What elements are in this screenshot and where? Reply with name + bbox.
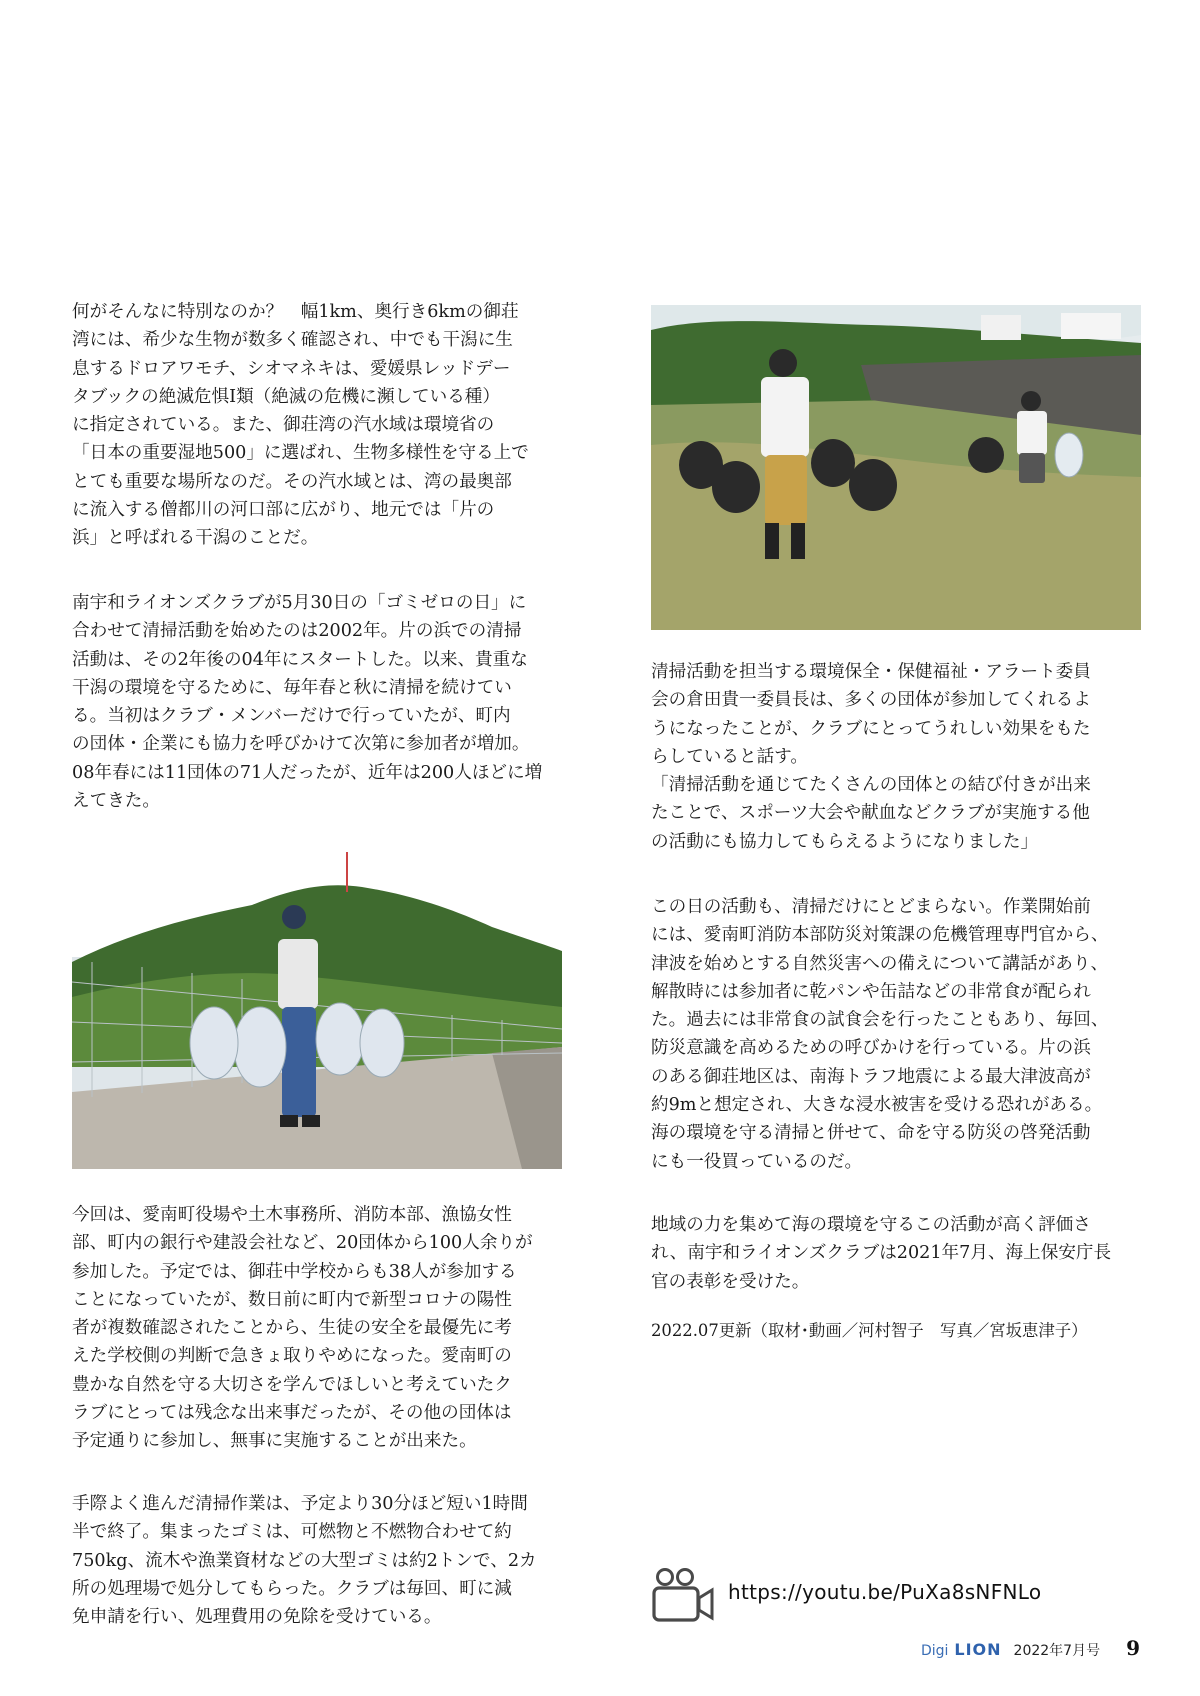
paragraph-disaster-prevention: この日の活動も、清掃だけにとどまらない。作業開始前 には、愛南町消防本部防災対策課の危機管理専門官から、 津波を始めとする自然災害への備えについて講話があり、 解散時には参加者に乾パンや缶詰などの非常食が配られ た。過去には非常食の試食会を行ったこともあり、毎回、 防災意識を高めるための呼びかけを行っている。片の浜 のある御荘地区は、南海トラフ地震による最大津波高が 約9mと想定され、大きな浸水被害を受ける恐れがある。 海の環境を守る清掃と併せて、命を守る防災の啓発活動 にも一役買っているのだ。 (651, 897, 1109, 1172)
photo-volunteer-carrying-bags-graphic (72, 847, 562, 1169)
paragraph-club-history: 南宇和ライオンズクラブが5月30日の「ゴミゼロの日」に 合わせて清掃活動を始めたのは2002年。片の浜での清掃 活動は、その2年後の04年にスタートした。以来、貴重な 干潟の環境を守るために、毎年春と秋に清掃を続けてい る。当初はクラブ・メンバーだけで行っていたが、町内 の団体・企業にも協力を呼びかけて次第に参加者が増加。 08年春には11団体の71人だったが、近年は200人ほどに増 えてきた。 (72, 593, 543, 812)
page-number: 9 (1126, 1636, 1140, 1660)
article-credit: 2022.07更新（取材･動画／河村智子 写真／宮坂恵津子） (651, 1321, 1088, 1340)
video-camera-icon (651, 1568, 715, 1622)
brand-digi: Digi (920, 1643, 949, 1659)
paragraph-participants: 今回は、愛南町役場や土木事務所、消防本部、漁協女性 部、町内の銀行や建設会社など、20団体から100人余りが 参加した。予定では、御荘中学校からも38人が参加する ことになっていたが、数日前に町内で新型コロナの陽性 者が複数確認されたことから、生徒の安全を最優先に考 えた学校側の判断で急きょ取りやめになった。愛南町の 豊かな自然を守る大切さを学んでほしいと考えていたク ラブにとっては残念な出来事だったが、その他の団体は 予定通りに参加し、無事に実施することが出来た。 (72, 1205, 533, 1452)
page-footer (921, 1636, 1140, 1660)
photo-volunteers-carrying-buoys (651, 305, 1141, 630)
paragraph-tidal-flat: 何がそんなに特別なのか？ 幅1km、奥行き6kmの御荘 湾には、希少な生物が数多く確認され、中でも干潟に生 息するドロアワモチ、シオマネキは、愛媛県レッドデー タブックの絶滅危惧Ⅰ類（絶滅の危機に瀕している種） に指定されている。また、御荘湾の汽水域は環境省の 「日本の重要湿地500」に選ばれ、生物多様性を守る上で とても重要な場所なのだ。その汽水域とは、湾の最奥部 に流入する僧都川の河口部に広がり、地元では「片の 浜」と呼ばれる干潟のことだ。 (72, 302, 529, 549)
photo-volunteers-carrying-buoys-graphic (651, 305, 1141, 630)
paragraph-award: 地域の力を集めて海の環境を守るこの活動が高く評価さ れ、南宇和ライオンズクラブは2021年7月、海上保安庁長 官の表彰を受けた。 (651, 1215, 1112, 1292)
issue-date: 2022年7月号 (1013, 1643, 1101, 1659)
paragraph-committee-chair: 清掃活動を担当する環境保全・保健福祉・アラート委員 会の倉田貴一委員長は、多くの団体が参加してくれるよ うになったことが、クラブにとってうれしい効果をもた らしていると話す。 「清掃活動を通じてたくさんの団体との結び付きが出来 たことで、スポーツ大会や献血などクラブが実施する他 の活動にも協力してもらえるようになりました」 (651, 662, 1091, 852)
brand-lion: LION (954, 1640, 1002, 1659)
paragraph-waste-results: 手際よく進んだ清掃作業は、予定より30分ほど短い1時間 半で終了。集まったゴミは、可燃物と不燃物合わせて約 750kg、流木や漁業資材などの大型ゴミは約2トンで、2カ 所の処理場で処分してもらった。クラブは毎回、町に減 免申請を行い、処理費用の免除を受けている。 (72, 1494, 537, 1628)
video-camera-icon-graphic (651, 1568, 715, 1622)
photo-volunteer-carrying-bags (72, 847, 562, 1169)
video-link[interactable]: https://youtu.be/PuXa8sNFNLo (728, 1580, 1042, 1604)
